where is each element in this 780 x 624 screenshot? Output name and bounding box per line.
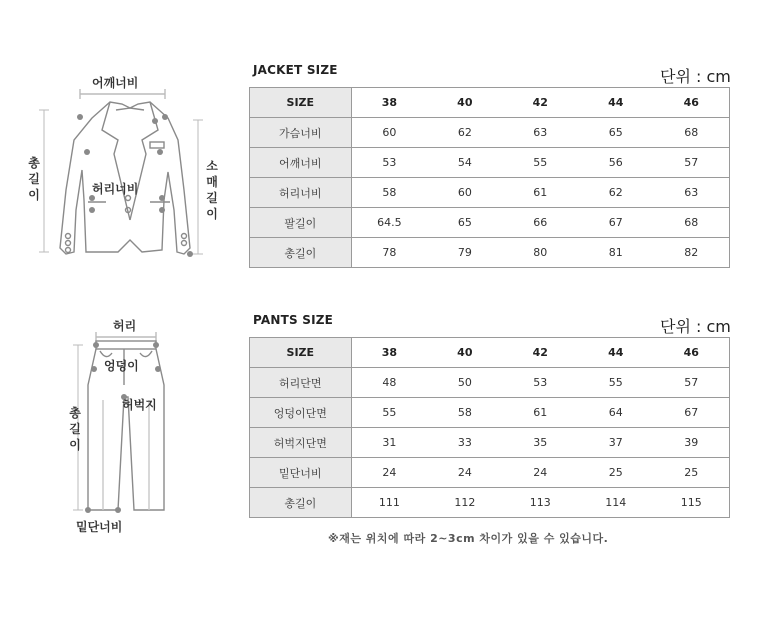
jacket-header-44: 44 xyxy=(578,88,653,118)
table-cell: 62 xyxy=(427,118,502,148)
row-label: 엉덩이단면 xyxy=(250,398,352,428)
table-cell: 79 xyxy=(427,238,502,268)
measurement-note: ※재는 위치에 따라 2~3cm 차이가 있을 수 있습니다. xyxy=(328,532,609,545)
table-cell: 60 xyxy=(351,118,427,148)
table-cell: 64 xyxy=(578,398,653,428)
pants-unit-label: 단위 : cm xyxy=(660,317,731,336)
table-cell: 57 xyxy=(654,148,730,178)
table-cell: 39 xyxy=(654,428,730,458)
jacket-header-40: 40 xyxy=(427,88,502,118)
jacket-unit-label: 단위 : cm xyxy=(660,67,731,86)
jacket-sleeve-length-label: 소 매 길 이 xyxy=(206,159,218,221)
jacket-header-size: SIZE xyxy=(250,88,352,118)
row-label: 밑단너비 xyxy=(250,458,352,488)
table-row xyxy=(250,148,730,178)
table-cell: 37 xyxy=(578,428,653,458)
table-row xyxy=(250,398,730,428)
table-cell: 66 xyxy=(503,208,578,238)
table-cell: 60 xyxy=(427,178,502,208)
table-cell: 67 xyxy=(654,398,730,428)
table-row xyxy=(250,458,730,488)
row-label: 허리너비 xyxy=(250,178,352,208)
table-cell: 61 xyxy=(503,178,578,208)
pants-header-46: 46 xyxy=(654,338,730,368)
table-cell: 54 xyxy=(427,148,502,178)
table-row xyxy=(250,238,730,268)
pants-header-42: 42 xyxy=(503,338,578,368)
jacket-waist-label: 허리너비 xyxy=(92,182,139,196)
table-cell: 55 xyxy=(578,368,653,398)
pants-header-row xyxy=(250,338,730,368)
table-cell: 80 xyxy=(503,238,578,268)
pants-thigh-label: 허벅지 xyxy=(122,398,157,412)
table-cell: 24 xyxy=(427,458,502,488)
pants-hem-label: 밑단너비 xyxy=(76,520,123,534)
row-label: 총길이 xyxy=(250,238,352,268)
table-cell: 57 xyxy=(654,368,730,398)
table-cell: 50 xyxy=(427,368,502,398)
table-cell: 55 xyxy=(351,398,427,428)
pants-header-size: SIZE xyxy=(250,338,352,368)
table-cell: 115 xyxy=(654,488,730,518)
table-row xyxy=(250,178,730,208)
table-cell: 78 xyxy=(351,238,427,268)
jacket-header-46: 46 xyxy=(654,88,730,118)
jacket-header-38: 38 xyxy=(351,88,427,118)
pants-illustration xyxy=(70,325,180,525)
table-cell: 65 xyxy=(578,118,653,148)
table-cell: 53 xyxy=(351,148,427,178)
table-cell: 31 xyxy=(351,428,427,458)
jacket-shoulder-label: 어깨너비 xyxy=(92,76,139,90)
pants-size-table xyxy=(249,337,730,518)
table-cell: 64.5 xyxy=(351,208,427,238)
table-cell: 25 xyxy=(654,458,730,488)
table-cell: 67 xyxy=(578,208,653,238)
row-label: 팔길이 xyxy=(250,208,352,238)
row-label: 가슴너비 xyxy=(250,118,352,148)
table-cell: 112 xyxy=(427,488,502,518)
jacket-size-title: JACKET SIZE xyxy=(253,63,338,77)
pants-waist-label: 허리 xyxy=(113,319,137,333)
table-cell: 48 xyxy=(351,368,427,398)
pants-hip-label: 엉덩이 xyxy=(104,359,139,373)
pants-header-44: 44 xyxy=(578,338,653,368)
table-cell: 62 xyxy=(578,178,653,208)
table-cell: 53 xyxy=(503,368,578,398)
table-cell: 25 xyxy=(578,458,653,488)
table-row xyxy=(250,208,730,238)
table-cell: 55 xyxy=(503,148,578,178)
table-row xyxy=(250,118,730,148)
pants-total-length-label: 총 길 이 xyxy=(69,406,81,452)
pants-header-38: 38 xyxy=(351,338,427,368)
table-cell: 82 xyxy=(654,238,730,268)
row-label: 어깨너비 xyxy=(250,148,352,178)
table-cell: 56 xyxy=(578,148,653,178)
table-cell: 58 xyxy=(351,178,427,208)
pants-size-title: PANTS SIZE xyxy=(253,313,334,327)
table-row xyxy=(250,368,730,398)
table-cell: 68 xyxy=(654,118,730,148)
jacket-header-row xyxy=(250,88,730,118)
table-row xyxy=(250,428,730,458)
jacket-illustration xyxy=(30,70,230,270)
table-cell: 63 xyxy=(654,178,730,208)
table-cell: 113 xyxy=(503,488,578,518)
table-cell: 81 xyxy=(578,238,653,268)
table-cell: 63 xyxy=(503,118,578,148)
row-label: 허리단면 xyxy=(250,368,352,398)
row-label: 총길이 xyxy=(250,488,352,518)
table-cell: 65 xyxy=(427,208,502,238)
row-label: 허벅지단면 xyxy=(250,428,352,458)
table-cell: 33 xyxy=(427,428,502,458)
table-cell: 111 xyxy=(351,488,427,518)
table-cell: 58 xyxy=(427,398,502,428)
pants-header-40: 40 xyxy=(427,338,502,368)
jacket-size-table xyxy=(249,87,730,268)
table-cell: 24 xyxy=(503,458,578,488)
table-cell: 35 xyxy=(503,428,578,458)
table-row xyxy=(250,488,730,518)
jacket-header-42: 42 xyxy=(503,88,578,118)
table-cell: 68 xyxy=(654,208,730,238)
table-cell: 24 xyxy=(351,458,427,488)
jacket-total-length-label: 총 길 이 xyxy=(28,156,40,202)
table-cell: 61 xyxy=(503,398,578,428)
table-cell: 114 xyxy=(578,488,653,518)
